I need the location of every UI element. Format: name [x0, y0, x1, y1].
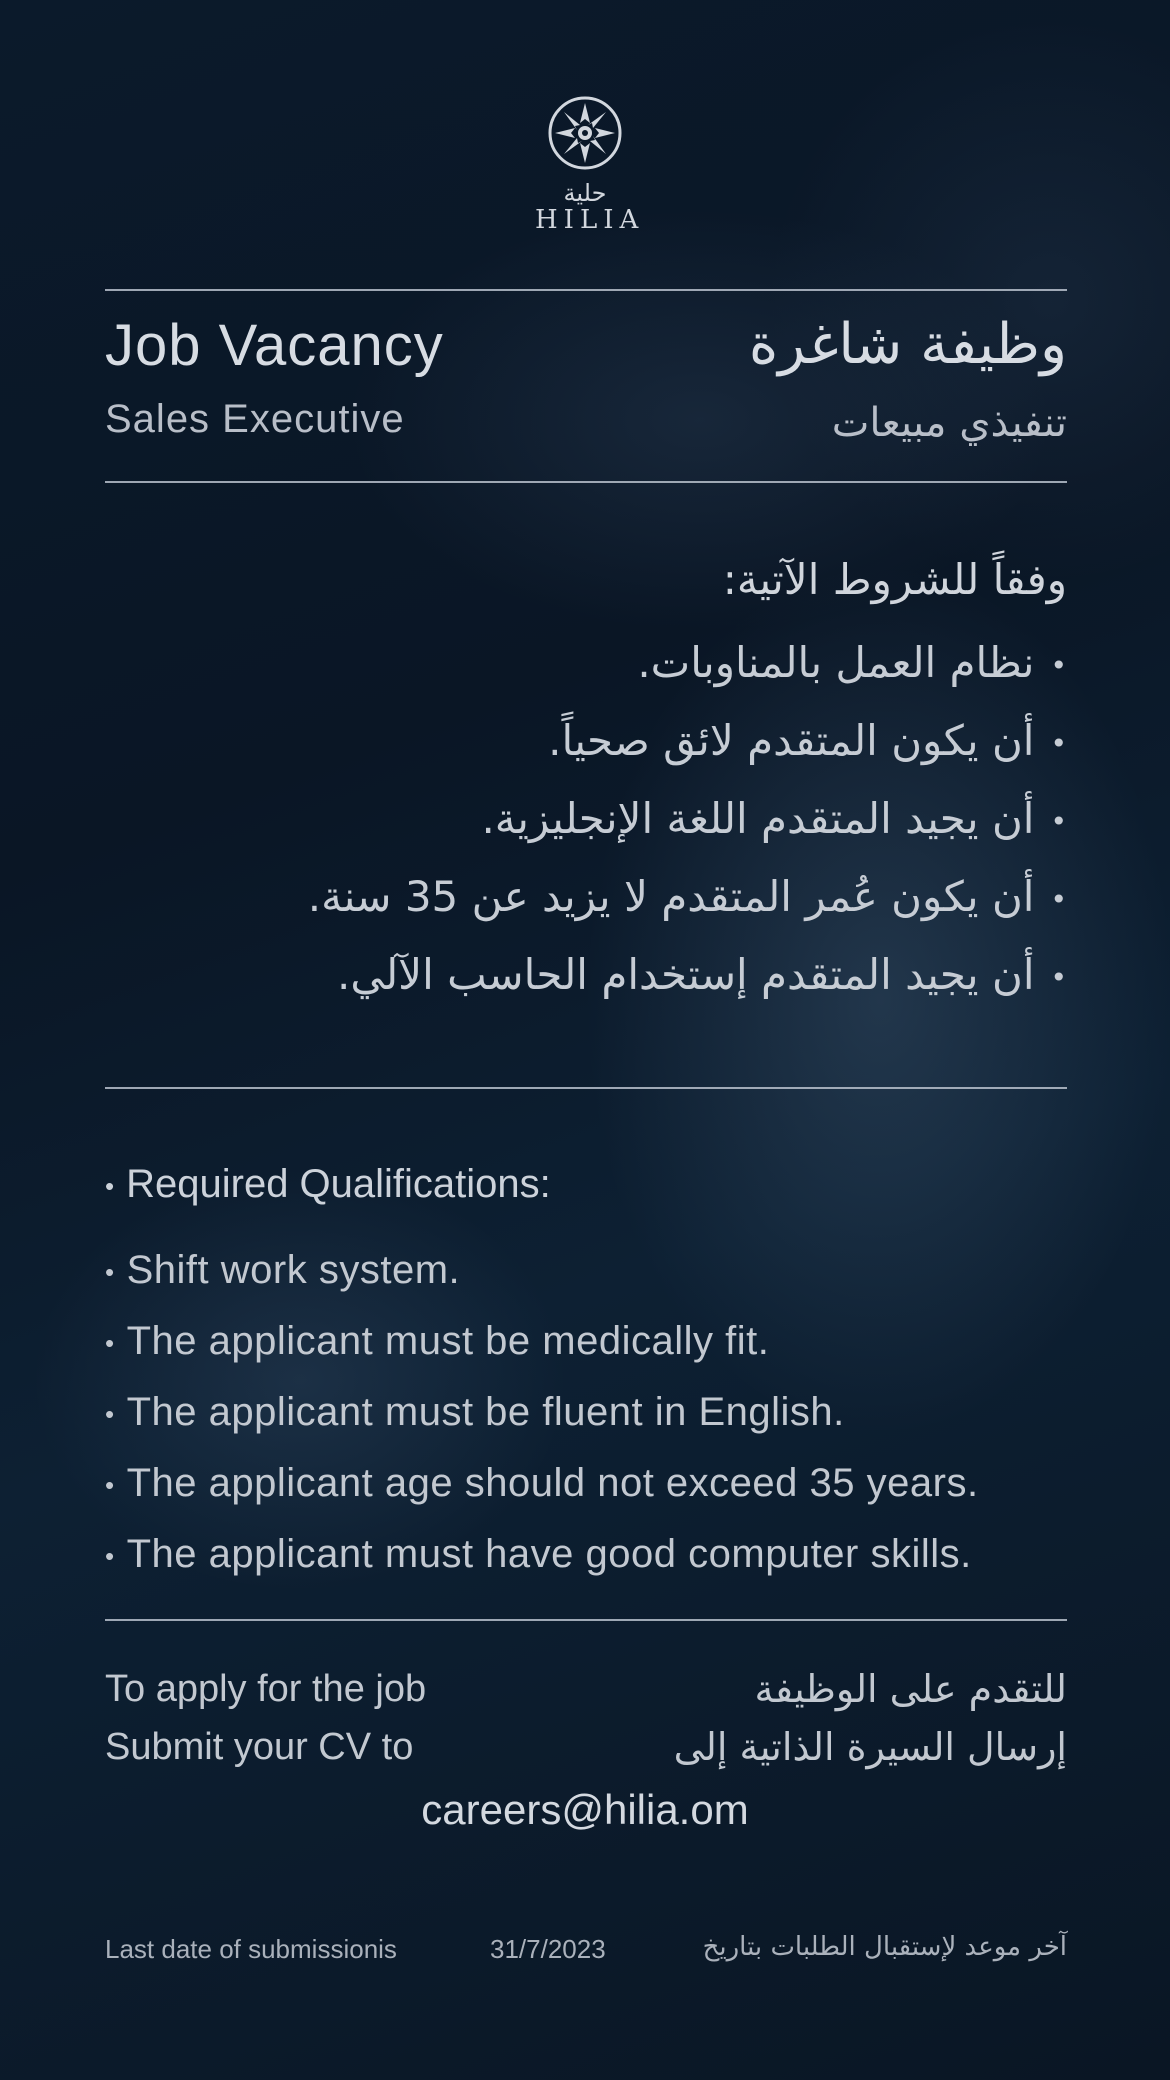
- divider-header: [105, 481, 1067, 483]
- list-item: • أن يكون عُمر المتقدم لا يزيد عن 35 سنة.: [308, 858, 1067, 936]
- list-item: [105, 1448, 979, 1519]
- brand-name-arabic: حلية: [563, 179, 607, 207]
- conditions-arabic: [308, 555, 1067, 1014]
- list-item: • أن يجيد المتقدم اللغة الإنجليزية.: [308, 780, 1067, 858]
- apply-instructions-arabic: [674, 1660, 1067, 1776]
- divider-middle: [105, 1087, 1067, 1089]
- list-item-text: Shift work system.: [126, 1248, 461, 1292]
- hilia-emblem-icon: [547, 95, 623, 171]
- list-item: [105, 1306, 979, 1377]
- bullet-icon: •: [105, 1398, 115, 1429]
- list-item-text: The applicant must be fluent in English.: [126, 1390, 845, 1434]
- page-title-english: Job Vacancy: [105, 313, 444, 378]
- conditions-list-arabic: [308, 624, 1067, 1014]
- apply-line-2-english: Submit your CV to: [105, 1726, 414, 1768]
- qualifications-english: [105, 1155, 979, 1590]
- apply-line-1-arabic: للتقدم على الوظيفة: [754, 1667, 1067, 1711]
- list-item: [105, 1235, 979, 1306]
- list-item: • نظام العمل بالمناوبات.: [308, 624, 1067, 702]
- apply-line-2-arabic: إرسال السيرة الذاتية إلى: [673, 1725, 1067, 1769]
- deadline-label-english: Last date of submissionis: [105, 1934, 397, 1964]
- deadline-date: 31/7/2023: [490, 1934, 606, 1964]
- bullet-icon: •: [105, 1327, 115, 1358]
- divider-bottom: [105, 1619, 1067, 1621]
- list-item: [105, 1377, 979, 1448]
- list-item-text: The applicant must be medically fit.: [126, 1319, 770, 1363]
- divider-top: [105, 289, 1067, 291]
- job-title-arabic: تنفيذي مبيعات: [831, 400, 1067, 446]
- deadline-label-arabic: آخر موعد لإستقبال الطلبات بتاريخ: [702, 1932, 1067, 1962]
- brand-name-english: HILIA: [535, 205, 645, 235]
- list-item: • أن يجيد المتقدم إستخدام الحاسب الآلي.: [308, 936, 1067, 1014]
- qualifications-list: [105, 1235, 979, 1590]
- list-item: [105, 1519, 979, 1590]
- bullet-icon: •: [105, 1256, 115, 1287]
- bullet-icon: •: [105, 1540, 115, 1571]
- list-item-text: The applicant age should not exceed 35 years.: [126, 1461, 979, 1505]
- job-title-english: Sales Executive: [105, 397, 405, 441]
- apply-line-1-english: To apply for the job: [105, 1668, 427, 1710]
- qualifications-heading: [105, 1155, 979, 1235]
- list-item-text: The applicant must have good computer skills.: [126, 1532, 972, 1576]
- bullet-icon: •: [105, 1171, 115, 1202]
- apply-instructions-english: [105, 1660, 426, 1776]
- brand-logo: [535, 95, 645, 235]
- list-item: • أن يكون المتقدم لائق صحياً.: [308, 702, 1067, 780]
- application-email-link[interactable]: careers@hilia.om: [421, 1786, 749, 1833]
- qualifications-heading-text: Required Qualifications:: [126, 1162, 551, 1206]
- page-title-arabic: وظيفة شاغرة: [748, 312, 1067, 377]
- bullet-icon: •: [105, 1469, 115, 1500]
- conditions-heading-arabic: وفقاً للشروط الآتية:: [722, 555, 1067, 604]
